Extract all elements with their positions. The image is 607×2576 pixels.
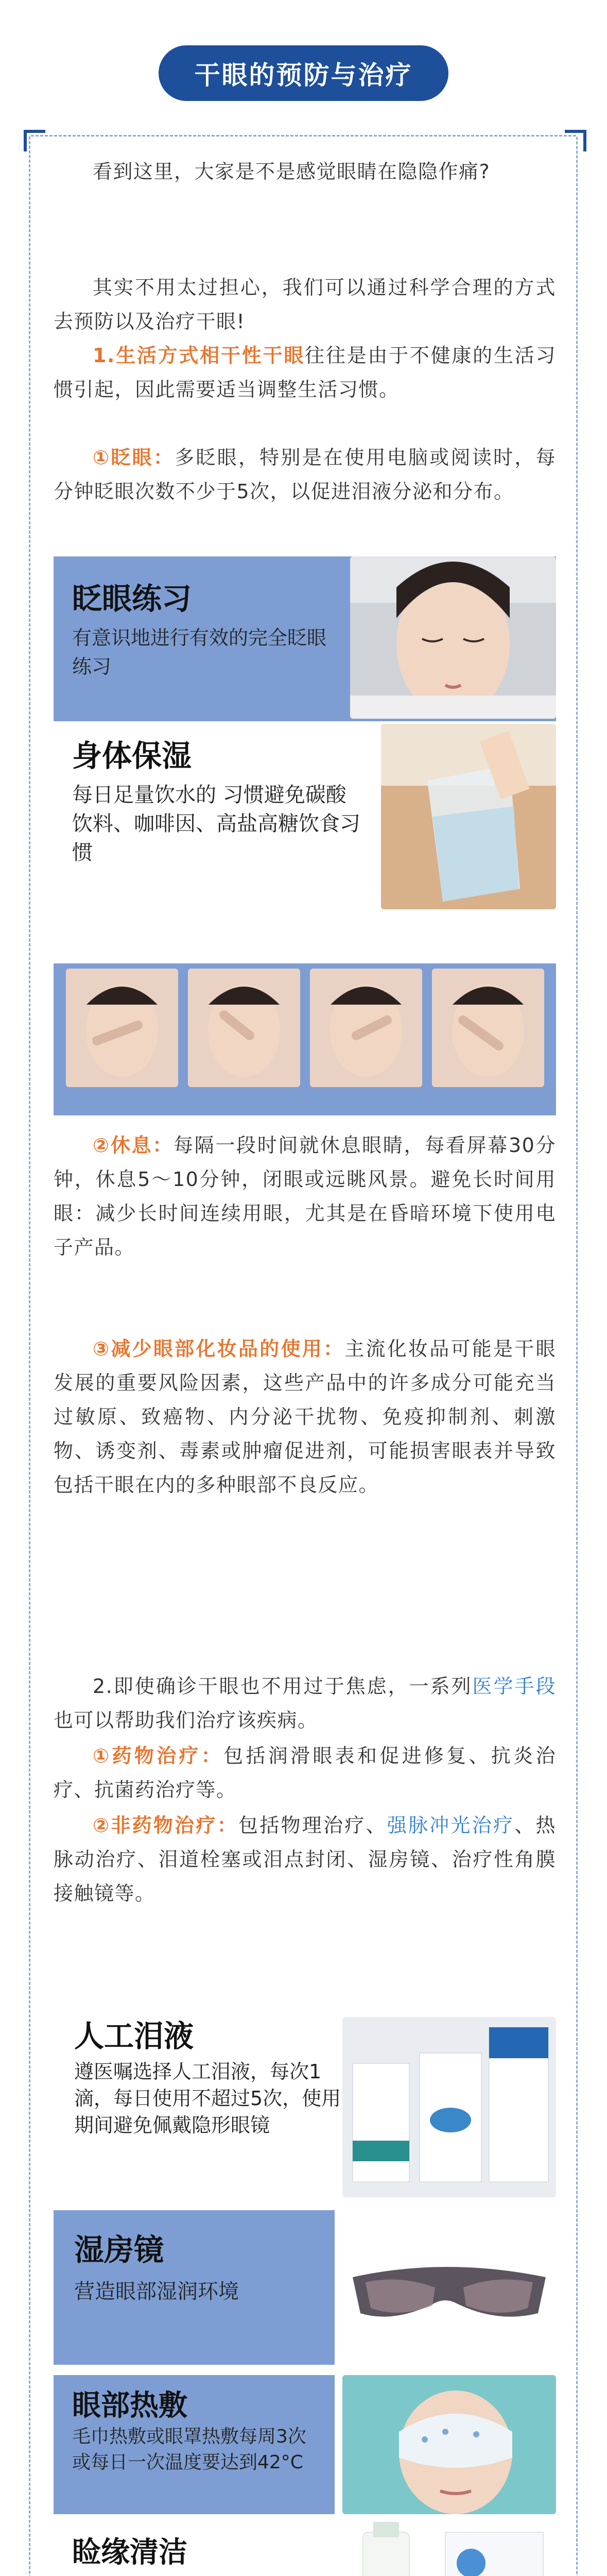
compress-title: 眼部热敷: [72, 2389, 187, 2422]
nondrug-body: 包括物理治疗、: [238, 1814, 387, 1837]
frame-corner: [565, 130, 586, 151]
water-title: 身体保湿: [72, 738, 192, 773]
section1-paragraph: [54, 338, 556, 406]
eye-drops-photo: [342, 2017, 556, 2197]
massage-photo-3: [310, 969, 422, 1087]
lid-cleanser-photo: [342, 2522, 556, 2576]
rest-body: 每隔一段时间就休息眼睛，每看屏幕30分钟，休息5～10分钟，闭眼或远眺风景。避免长时间用眼：减少长时间连续用眼，尤其是在昏暗环境下使用电子产品。: [54, 1134, 556, 1259]
blink-photo: [350, 556, 556, 719]
cosmetics-paragraph: [54, 1332, 556, 1502]
blink-label: ①眨眼：: [93, 446, 175, 469]
goggles-title: 湿房镜: [74, 2232, 164, 2267]
section1-body: 往往是由于不健康的生活习惯引起，因此需要适当调整生活习惯。: [54, 344, 556, 401]
nondrug-paragraph: [54, 1808, 556, 1910]
rest-label: ②休息：: [93, 1134, 174, 1157]
compress-text: 毛巾热敷或眼罩热敷每周3次或每日一次温度要达到42°C: [72, 2426, 306, 2473]
goggles-text: 营造眼部湿润环境: [74, 2280, 239, 2303]
massage-photo-2: [188, 969, 300, 1087]
drug-paragraph: [54, 1739, 556, 1807]
water-text: 每日足量饮水的 习惯避免碳酸饮料、咖啡因、高盐高糖饮食习惯: [72, 783, 360, 865]
rest-paragraph: [54, 1128, 556, 1264]
section2-intro-tail: 也可以帮助我们治疗该疾病。: [54, 1709, 318, 1732]
massage-title: 睑缘按摩: [72, 919, 192, 954]
medical-means-highlight: 医学手段: [472, 1675, 556, 1698]
drug-label: ①药物治疗：: [93, 1744, 224, 1767]
section2-intro-text: 2.即使确诊干眼也不用过于焦虑，一系列: [93, 1675, 473, 1698]
warm-compress-photo: [342, 2375, 556, 2514]
water-glass-photo: [381, 724, 556, 909]
nondrug-label: ②非药物治疗：: [93, 1814, 238, 1837]
ipl-therapy-link[interactable]: 强脉冲光治疗: [387, 1814, 515, 1837]
lid-title: 睑缘清洁: [72, 2536, 187, 2569]
blink-text: 有意识地进行有效的完全眨眼练习: [72, 626, 327, 678]
blink-paragraph: [54, 440, 556, 509]
massage-photo-4: [432, 969, 544, 1087]
intro-paragraph-2: 其实不用太过担心，我们可以通过科学合理的方式去预防以及治疗干眼!: [54, 276, 556, 333]
section1-heading: 1.生活方式相干性干眼: [93, 344, 305, 367]
cosmetics-label: ③减少眼部化妆品的使用：: [93, 1337, 345, 1360]
intro-paragraph-1: 看到这里，大家是不是感觉眼睛在隐隐作痛?: [93, 160, 491, 183]
section2-intro: [54, 1669, 556, 1737]
nondrug-body-tail: 、热脉动治疗、泪道栓塞或泪点封闭、湿房镜、治疗性角膜接触镜等。: [54, 1814, 556, 1905]
moisture-goggles-photo: [342, 2246, 556, 2334]
frame-corner: [24, 130, 45, 151]
drug-body: 包括润滑眼表和促进修复、抗炎治疗、抗菌药治疗等。: [54, 1744, 556, 1801]
tears-title: 人工泪液: [74, 2019, 194, 2054]
tears-text: 遵医嘱选择人工泪液，每次1滴，每日使用不超过5次，使用期间避免佩戴隐形眼镜: [74, 2060, 341, 2137]
section-title: 干眼的预防与治疗: [159, 45, 448, 101]
blink-title: 眨眼练习: [72, 581, 192, 616]
massage-photo-1: [66, 969, 178, 1087]
blink-body: 多眨眼，特别是在使用电脑或阅读时，每分钟眨眼次数不少于5次，以促进泪液分泌和分布。: [54, 446, 556, 503]
cosmetics-body: 主流化妆品可能是干眼发展的重要风险因素，这些产品中的许多成分可能充当过敏原、致癌物、内分泌干扰物、免疫抑制剂、刺激物、诱变剂、毒素或肿瘤促进剂，可能损害眼表并导致包括干眼在内的多种眼部不良反应。: [54, 1337, 556, 1496]
